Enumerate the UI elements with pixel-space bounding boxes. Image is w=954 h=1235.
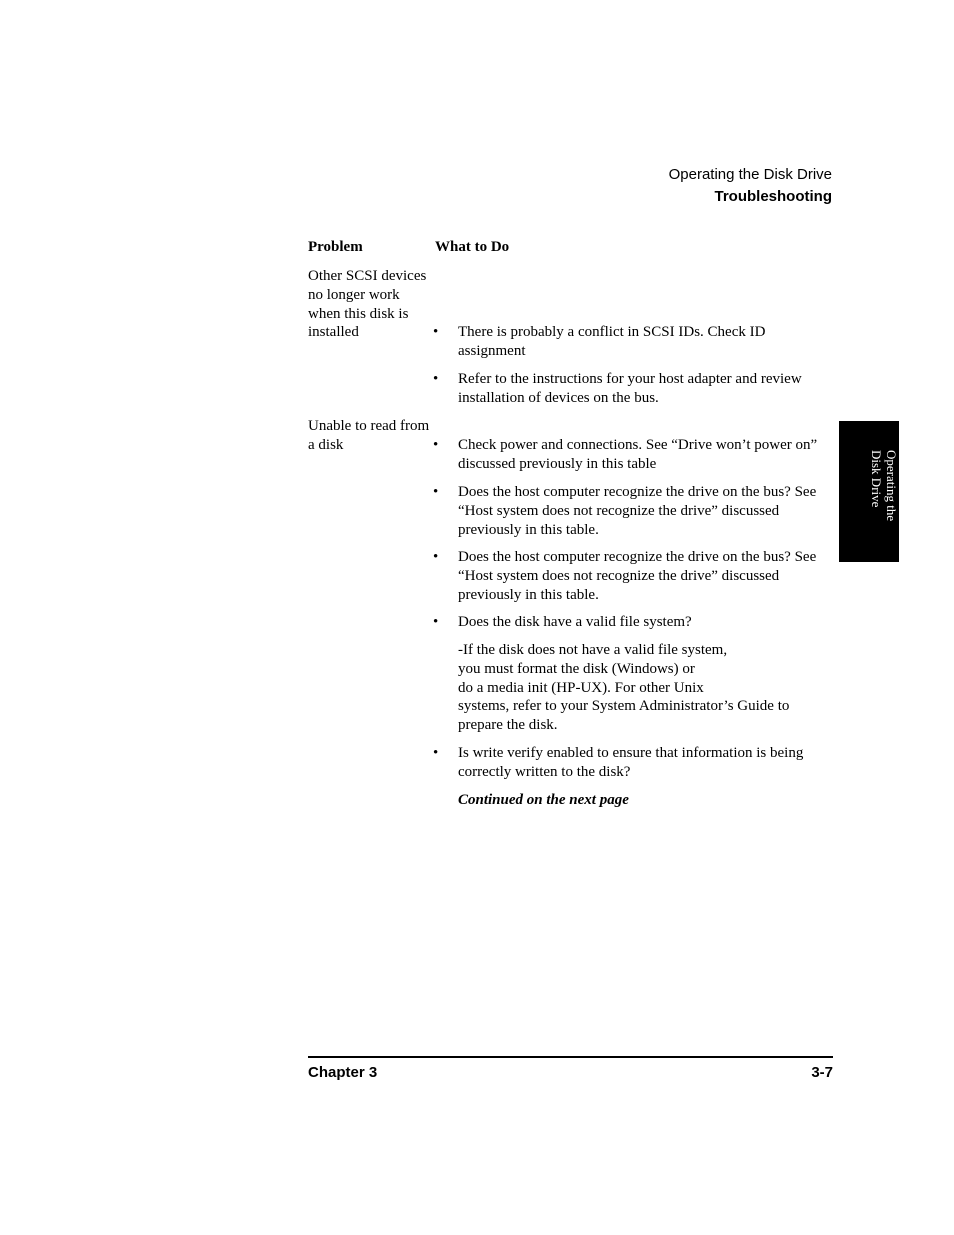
solution-text: Does the disk have a valid file system?: [458, 614, 692, 630]
continued-note: Continued on the next page: [458, 792, 629, 808]
file-system-note: [458, 641, 834, 735]
note-line: do a media init (HP-UX). For other Unix: [458, 679, 704, 696]
chapter-thumb-tab: [839, 421, 899, 562]
problem-unable-to-read: Unable to read from a disk: [308, 418, 430, 453]
thumb-tab-line-1: Operating the: [884, 450, 899, 522]
note-line: you must format the disk (Windows) or: [458, 660, 695, 677]
note-line: systems, refer to your System Administrator’s Guide to: [458, 698, 790, 715]
column-header-problem: Problem: [308, 239, 363, 255]
thumb-tab-line-2: Disk Drive: [869, 450, 884, 508]
running-header-section: Operating the Disk Drive: [668, 166, 832, 183]
bullet: •: [433, 549, 439, 565]
running-header-subsection: Troubleshooting: [714, 188, 832, 205]
bullet: •: [433, 437, 439, 453]
note-line: -If the disk does not have a valid file system,: [458, 642, 728, 658]
bullet: •: [433, 324, 439, 340]
bullet: •: [433, 614, 439, 630]
footer-rule: [308, 1056, 833, 1058]
solution-text: Does the host computer recognize the drive on the bus? See “Host system does not recognize the drive” discussed previously in this table.: [458, 549, 817, 603]
footer-chapter: Chapter 3: [308, 1064, 378, 1081]
column-header-what-to-do: What to Do: [435, 239, 510, 255]
solution-text: Does the host computer recognize the drive on the bus? See “Host system does not recognize the drive” discussed previously in this table.: [458, 484, 817, 538]
note-line: prepare the disk.: [458, 717, 558, 734]
footer-page-number: 3-7: [811, 1064, 833, 1081]
bullet: •: [433, 371, 439, 387]
solution-text: There is probably a conflict in SCSI IDs. Check ID assignment: [458, 324, 766, 359]
solution-text: Refer to the instructions for your host adapter and review installation of devices on the bus.: [458, 371, 802, 406]
thumb-tab-label: [841, 450, 899, 560]
solution-text: Check power and connections. See “Drive won’t power on” discussed previously in this table: [458, 437, 818, 472]
solution-text: Is write verify enabled to ensure that information is being correctly written to the disk?: [458, 745, 804, 780]
problem-scsi-devices: Other SCSI devices no longer work when this disk is installed: [308, 268, 427, 341]
bullet: •: [433, 484, 439, 500]
bullet: •: [433, 745, 439, 761]
